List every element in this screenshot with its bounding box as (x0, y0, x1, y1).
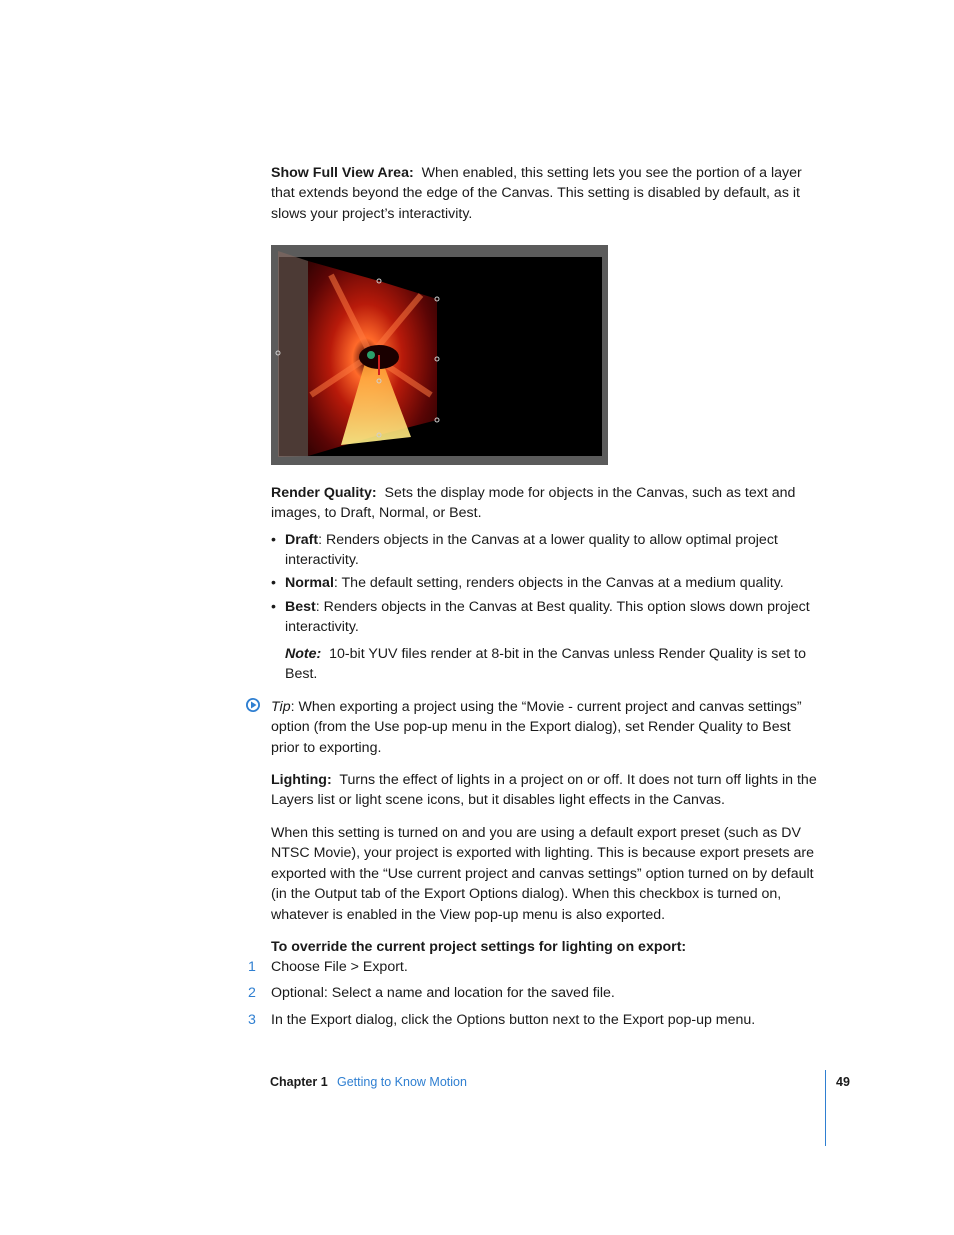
page-number: 49 (836, 1075, 850, 1089)
show-full-view-label: Show Full View Area: (271, 165, 414, 181)
note-paragraph (285, 644, 823, 685)
footer-chapter: Chapter 1 (270, 1075, 328, 1089)
lighting-paragraph-2 (271, 823, 823, 925)
bullet-text: : The default setting, renders objects in the Canvas at a medium quality. (333, 575, 784, 591)
bullet-term: Normal (285, 575, 334, 591)
step-text: In the Export dialog, click the Options button next to the Export pop-up menu. (271, 1012, 756, 1028)
note-label: Note: (285, 646, 322, 662)
render-quality-label: Render Quality: (271, 485, 377, 501)
canvas-screenshot-figure (271, 245, 608, 465)
step-number: 1 (248, 959, 256, 975)
lighting-label: Lighting: (271, 772, 332, 788)
show-full-view-paragraph (271, 163, 823, 224)
show-full-view-text: When enabled, this setting lets you see the portion of a layer that extends beyond the edge of the Canvas. This setting is disabled by default, as it slows your project’s interactivity. (271, 165, 802, 222)
tip-arrow-icon (245, 697, 261, 713)
bullet-term: Best (285, 599, 316, 615)
lighting-paragraph (271, 770, 823, 811)
bullet-text: : Renders objects in the Canvas at a lower quality to allow optimal project interactivity. (285, 532, 778, 569)
render-quality-text: Sets the display mode for objects in the Canvas, such as text and images, to Draft, Normal, or Best. (271, 485, 796, 522)
bullet-normal (271, 573, 823, 593)
bullet-term: Draft (285, 532, 319, 548)
tip-paragraph (271, 697, 823, 758)
lighting-text: Turns the effect of lights in a project on or off. It does not turn off lights in the Layers list or light scene icons, but it disables light effects in the Canvas. (271, 772, 817, 809)
procedure-heading-text: To override the current project settings for lighting on export: (271, 939, 687, 955)
render-quality-paragraph (271, 483, 823, 524)
step-text: Choose File > Export. (271, 959, 408, 975)
footer-divider (825, 1070, 826, 1146)
bullet-dot: • (271, 599, 276, 615)
bullet-dot: • (271, 532, 276, 548)
bullet-text: : Renders objects in the Canvas at Best quality. This option slows down project interactivity. (285, 599, 810, 636)
footer-chapter-title: Getting to Know Motion (337, 1075, 467, 1089)
tip-label: Tip (271, 699, 291, 715)
step-number: 2 (248, 985, 256, 1001)
step-number: 3 (248, 1012, 256, 1028)
procedure-heading (271, 937, 823, 957)
tip-text: : When exporting a project using the “Movie - current project and canvas settings” option (from the Use pop-up menu in the Export dialog), set Render Quality to Best prior to exporting. (271, 699, 802, 756)
layer-full-view-illustration (271, 245, 608, 465)
note-text: 10-bit YUV files render at 8-bit in the Canvas unless Render Quality is set to Best. (285, 646, 806, 683)
step-text: Optional: Select a name and location for the saved file. (271, 985, 615, 1001)
bullet-best (271, 597, 823, 638)
lighting-para2-text: When this setting is turned on and you are using a default export preset (such as DV NTSC Movie), your project is exported with lighting. This is because export presets are exported with the “Use current project and canvas settings” option turned on by default (in the Output tab of the Export Options dialog). When this checkbox is turned on, whatever is enabled in the View pop-up menu is also exported. (271, 825, 815, 923)
bullet-draft (271, 530, 823, 571)
bullet-dot: • (271, 575, 276, 591)
